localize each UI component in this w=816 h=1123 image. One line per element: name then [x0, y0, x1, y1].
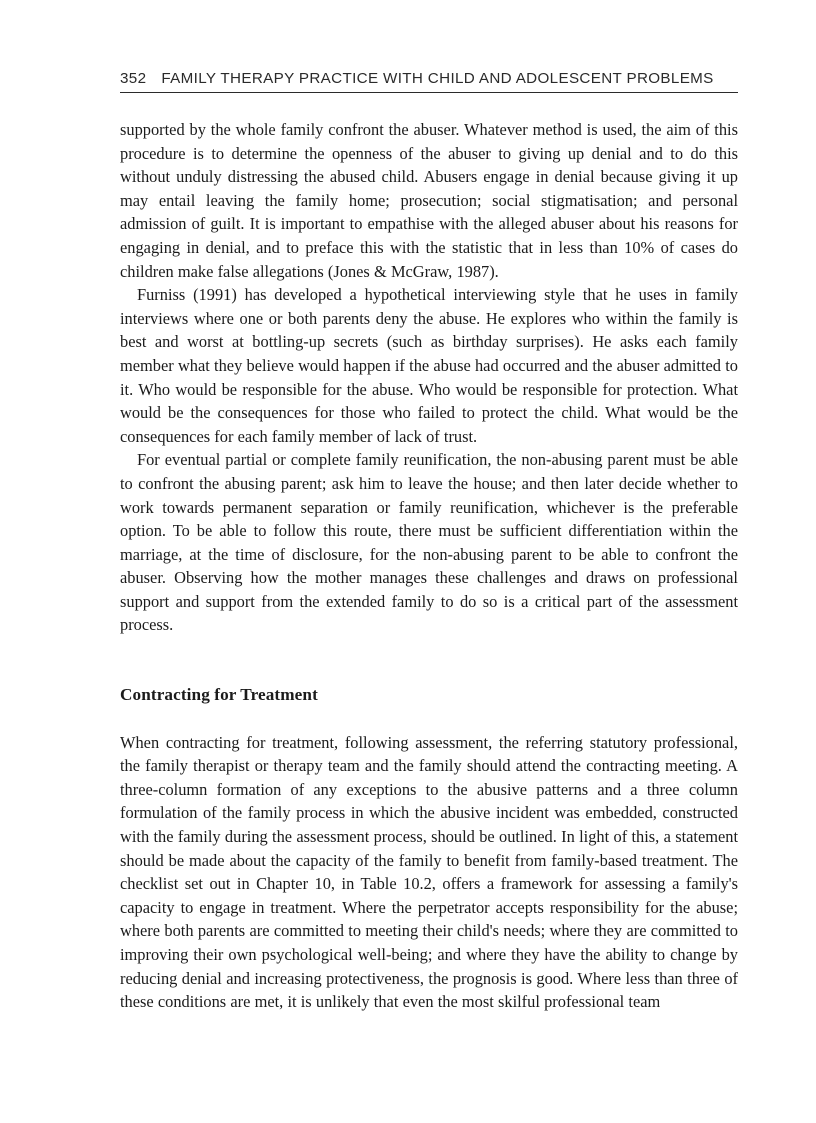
running-head-line [120, 70, 738, 87]
heading-spacer-below [120, 707, 738, 731]
paragraph-3: For eventual partial or complete family reunification, the non-abusing parent must be able to confront the abusing parent; ask him to leave the house; and then later decide whether to work towards permanent separation or family reunification, whichever is the preferable option. To be able to follow this route, there must be sufficient differentiation within the marriage, at the time of disclosure, for the non-abusing parent to be able to confront the abuser. Observing how the mother manages these challenges and draws on professional support and support from the extended family to do so is a critical part of the assessment process. [120, 450, 738, 635]
heading-spacer-above [120, 637, 738, 683]
section-heading: Contracting for Treatment [120, 685, 318, 705]
running-head-title: FAMILY THERAPY PRACTICE WITH CHILD AND ADOLESCENT PROBLEMS [161, 70, 714, 87]
running-head [120, 70, 738, 101]
paragraph-1: supported by the whole family confront the abuser. Whatever method is used, the aim of this procedure is to determine the openness of the abuser to giving up denial and to do this without unduly distressing the abused child. Abusers engage in denial because giving it up may entail leaving the family home; prosecution; social stigmatisation; and personal admission of guilt. It is important to empathise with the alleged abuser about his reasons for engaging in denial, and to preface this with the statistic that in less than 10% of cases do children make false allegations (Jones & McGraw, 1987). [120, 120, 738, 281]
text-column [120, 118, 738, 1014]
page-number: 352 [120, 70, 147, 87]
header-rule [120, 92, 738, 93]
paragraph-2: Furniss (1991) has developed a hypothetical interviewing style that he uses in family interviews where one or both parents deny the abuse. He explores who within the family is best and worst at bottling-up secrets (such as birthday surprises). He asks each family member what they believe would happen if the abuse had occurred and the abuser admitted to it. Who would be responsible for the abuse. Who would be responsible for protection. What would be the consequences for those who failed to protect the child. What would be the consequences for each family member of lack of trust. [120, 285, 738, 446]
paragraph-4: When contracting for treatment, following assessment, the referring statutory professional, the family therapist or therapy team and the family should attend the contracting meeting. A three-column formation of any exceptions to the abusive patterns and a three column formulation of the family process in which the abusive incident was embedded, constructed with the family during the assessment process, should be outlined. In light of this, a statement should be made about the capacity of the family to benefit from family-based treatment. The checklist set out in Chapter 10, in Table 10.2, offers a framework for assessing a family's capacity to engage in treatment. Where the perpetrator accepts responsibility for the abuse; where both parents are committed to meeting their child's needs; where they are committed to improving their own psychological well-being; and where they have the ability to change by reducing denial and increasing protectiveness, the prognosis is good. Where less than three of these conditions are met, it is unlikely that even the most skilful professional team [120, 732, 738, 1012]
